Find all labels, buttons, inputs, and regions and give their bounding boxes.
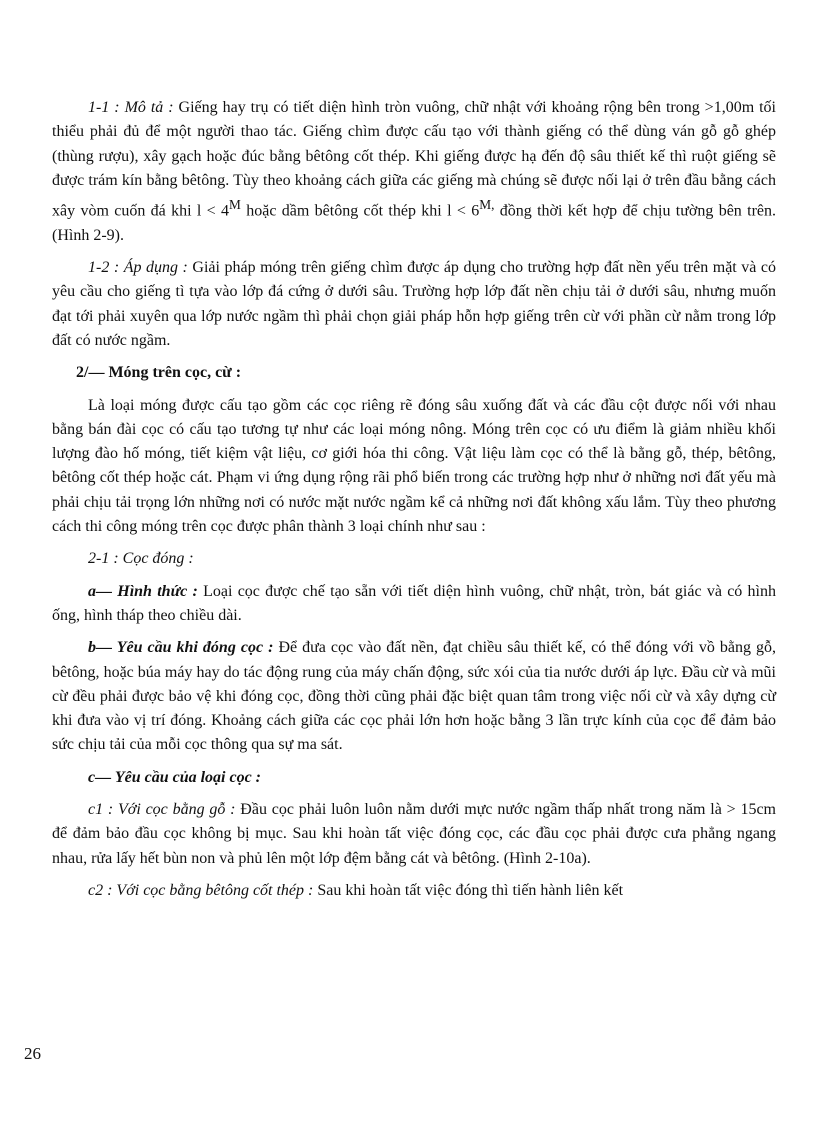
section-b-lead: b— Yêu cầu khi đóng cọc : <box>88 639 274 657</box>
section-c-heading: c— Yêu cầu của loại cọc : <box>88 768 262 786</box>
paragraph-a <box>52 580 776 629</box>
paragraph-2: Là loại móng được cấu tạo gồm các cọc riêng rẽ đóng sâu xuống đất và các đầu cột được nối với nhau bằng bán đài cọc có cấu tạo tương tự như các loại móng nông. Móng trên cọc có ưu điểm là giảm nhiều khối lượng đào hố móng, tiết kiệm vật liệu, cơ giới hóa thi công. Vật liệu làm cọc có thể là bằng gỗ, thép, bêtông, bêtông cốt thép hoặc cát. Phạm vi ứng dụng rộng rãi phổ biến trong các trường hợp như ở những nơi đất yếu mà phải chịu tải trọng lớn những nơi có nước mặt nước ngầm kể cả những nơi đất không xấu lắm. Tùy theo phương cách thi công móng trên cọc được phân thành 3 loại chính như sau : <box>52 396 776 536</box>
section-c1-text: Đầu cọc phải luôn luôn nằm dưới mực nước ngầm thấp nhất trong năm là > 15cm để đảm bảo đầu cọc không bị mục. Sau khi hoàn tất việc đóng cọc, các đầu cọc phải được cưa phẳng ngang nhau, rửa lấy hết bùn non và phủ lên một lớp đệm bằng cát và bêtông. (Hình 2-10a). <box>52 801 776 867</box>
paragraph-c1 <box>52 798 776 871</box>
section-1-1-text-b: hoặc dầm bêtông cốt thép khi l < 6 <box>240 202 480 220</box>
paragraph-c2 <box>52 879 776 903</box>
section-1-2-text: Giải pháp móng trên giếng chìm được áp dụng cho trường hợp đất nền yếu trên mặt và có yêu cầu cho giếng tì tựa vào lớp đá cứng ở dưới sâu. Trường hợp lớp đất nền chịu tải ở dưới sâu, nhưng muốn đạt tới phải xuyên qua lớp nước ngầm thì phải chọn giải pháp hỗn hợp giếng trên cừ với phần cừ nằm trong lớp đất có nước ngầm. <box>52 259 776 349</box>
superscript-m1: M <box>229 197 241 213</box>
paragraph-1-2 <box>52 256 776 353</box>
section-c1-lead: c1 : Với cọc bằng gỗ : <box>88 801 236 819</box>
paragraph-b <box>52 636 776 757</box>
section-a-lead: a— Hình thức : <box>88 582 198 600</box>
section-2-1-heading: 2-1 : Cọc đóng : <box>88 550 194 568</box>
section-a-text: Loại cọc được chế tạo sẵn với tiết diện hình vuông, chữ nhật, tròn, bát giác và có hình ống, hình tháp theo chiều dài. <box>52 582 776 624</box>
section-c2-lead: c2 : Với cọc bằng bêtông cốt thép : <box>88 881 314 899</box>
paragraph-1-1 <box>52 96 776 248</box>
page-content <box>52 96 776 903</box>
section-c2-text: Sau khi hoàn tất việc đóng thì tiến hành liên kết <box>313 881 624 899</box>
section-2-heading: 2/— Móng trên cọc, cừ : <box>76 364 242 382</box>
section-1-2-lead: 1-2 : Áp dụng : <box>88 259 188 277</box>
section-1-1-text-c: đồng thời kết hợp để chịu tường bên trên. (Hình 2-9). <box>52 202 777 244</box>
section-1-1-lead: 1-1 : Mô tả : <box>88 99 174 116</box>
superscript-m2: M, <box>479 197 495 213</box>
section-b-text: Để đưa cọc vào đất nền, đạt chiều sâu thiết kế, có thể đóng với vồ bằng gỗ, bêtông, hoặc búa máy hay do tác động rung của máy chấn động, sức xói của tia nước dưới áp lực. Đầu cừ và mũi cừ đều phải được bảo vệ khi đóng cọc, đồng thời cũng phải đặc biệt quan tâm trong việc nối cừ và xây dựng cừ khi đưa vào vị trí đóng. Khoảng cách giữa các cọc phải lớn hơn hoặc bằng 3 lần trực kính của cọc để đảm bảo sức chịu tải của mỗi cọc thông qua sự ma sát. <box>52 639 776 754</box>
section-1-1-text-a: Giếng hay trụ có tiết diện hình tròn vuông, chữ nhật với khoảng rộng bên trong >1,00m tối thiểu phải đủ để một người thao tác. Giếng chìm được cấu tạo với thành giếng có thể dùng ván gỗ gỗ ghép (thùng rượu), xây gạch hoặc đúc bằng bêtông cốt thép. Khi giếng được hạ đến độ sâu thiết kế thì ruột giếng sẽ được trám kín bằng bêtông. Tùy theo khoảng cách giữa các giếng mà chúng sẽ được nối lại ở trên đầu bằng cách xây vòm cuốn đá khi l < 4 <box>52 99 776 220</box>
page-number: 26 <box>24 1044 41 1063</box>
